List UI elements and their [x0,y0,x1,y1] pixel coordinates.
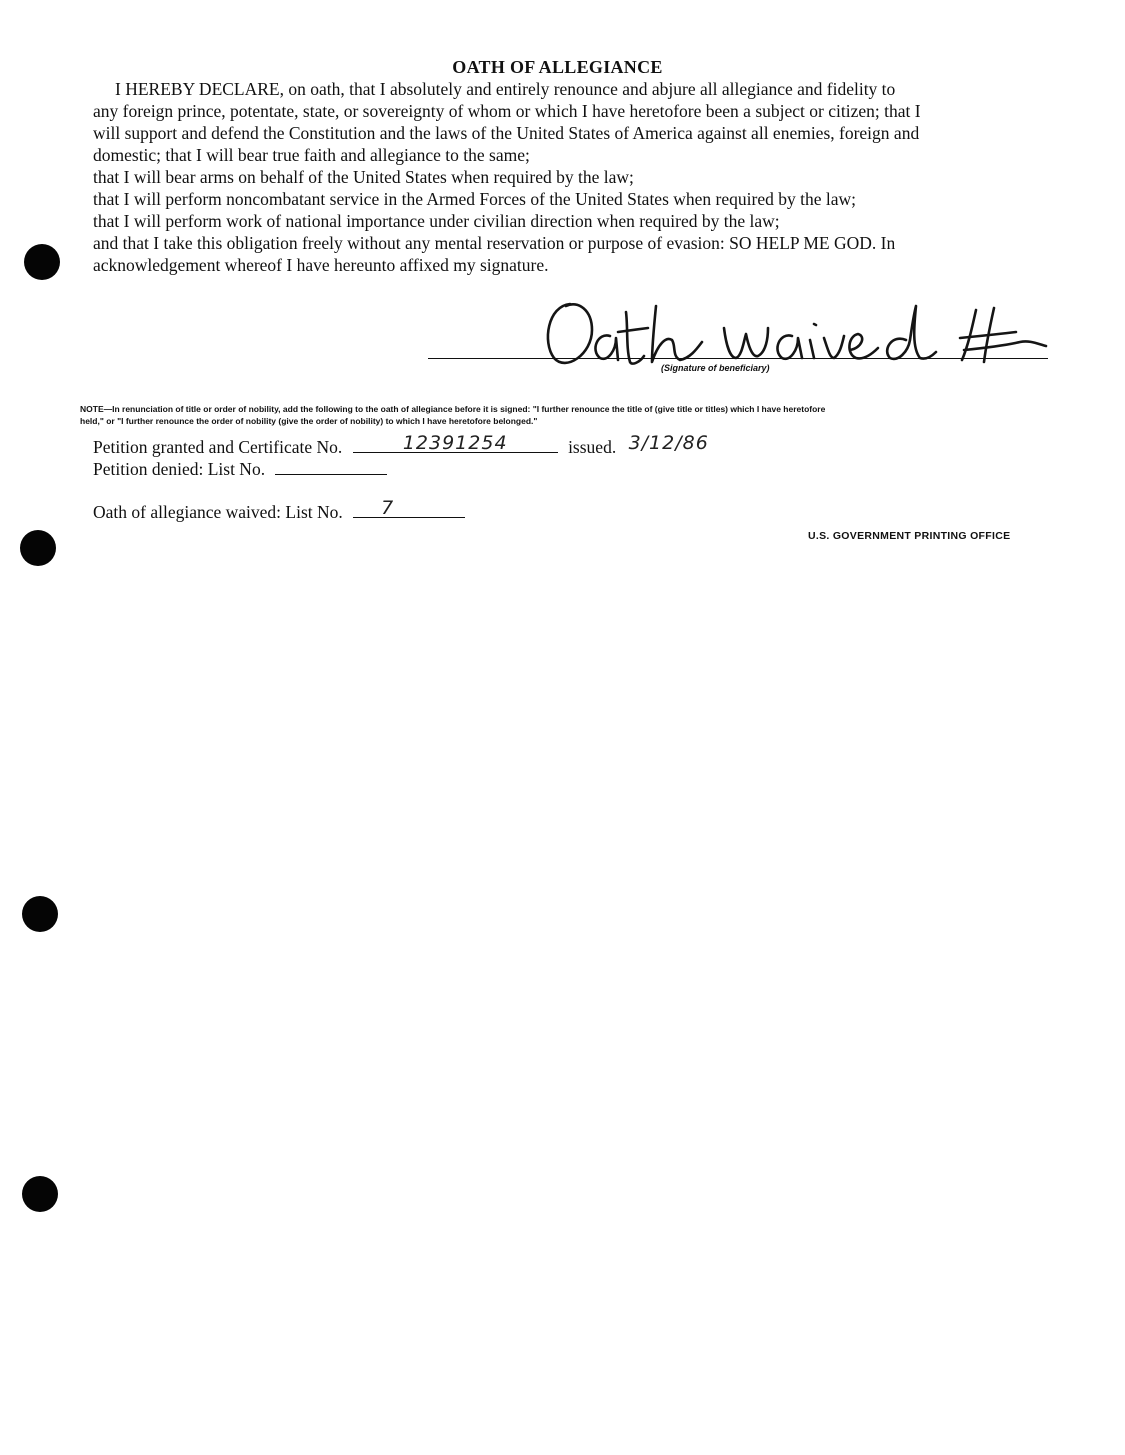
note-line: held," or "I further renounce the order of nobility (give the order of nobility) to which I have heretofore belonged." [80,416,538,426]
note-line: NOTE—In renunciation of title or order of nobility, add the following to the oath of allegiance before it is signed: "I further renounce the title of (give title or titles) which I have heretofore [80,404,826,414]
signature-caption: (Signature of beneficiary) [661,363,770,373]
punch-hole [22,896,58,932]
oath-waived-row [93,499,465,523]
oath-line: that I will perform noncombatant service in the Armed Forces of the United States when required by the law; [93,189,856,209]
petition-denied-list-field[interactable] [275,456,387,475]
issued-label: issued. [568,437,617,457]
oath-waived-list-field[interactable] [353,499,465,518]
punch-hole [24,244,60,280]
handwritten-signature [540,292,1050,372]
oath-line: domestic; that I will bear true faith and allegiance to the same; [93,145,530,165]
oath-line: that I will perform work of national importance under civilian direction when required by the law; [93,211,780,231]
form-title: OATH OF ALLEGIANCE [452,57,663,77]
oath-line: that I will bear arms on behalf of the United States when required by the law; [93,167,634,187]
oath-waived-list-value: 7 [381,497,395,519]
punch-hole [20,530,56,566]
petition-granted-row [93,434,735,458]
oath-line: acknowledgement whereof I have hereunto affixed my signature. [93,255,549,275]
oath-line: and that I take this obligation freely without any mental reservation or purpose of evasion: SO HELP ME GOD. In [93,233,896,253]
oath-line: will support and defend the Constitution and the laws of the United States of America against all enemies, foreign and [93,123,920,143]
oath-declaration [93,78,1028,276]
issued-date-value: 3/12/86 [628,432,709,454]
signature-line [428,358,1048,359]
oath-line: I HEREBY DECLARE, on oath, that I absolutely and entirely renounce and abjure all allegiance and fidelity to [115,79,896,99]
oath-line: any foreign prince, potentate, state, or sovereignty of whom or which I have heretofore been a subject or citizen; that I [93,101,921,121]
printer-imprint: U.S. GOVERNMENT PRINTING OFFICE [808,530,1011,542]
nobility-note [80,403,1030,427]
oath-waived-label: Oath of allegiance waived: List No. [93,502,343,522]
issued-date-field[interactable] [625,434,735,453]
petition-granted-label: Petition granted and Certificate No. [93,437,343,457]
certificate-number-field[interactable] [353,434,558,453]
certificate-number-value: 12391254 [402,432,508,454]
petition-denied-row [93,456,387,480]
petition-denied-label: Petition denied: List No. [93,459,266,479]
punch-hole [22,1176,58,1212]
